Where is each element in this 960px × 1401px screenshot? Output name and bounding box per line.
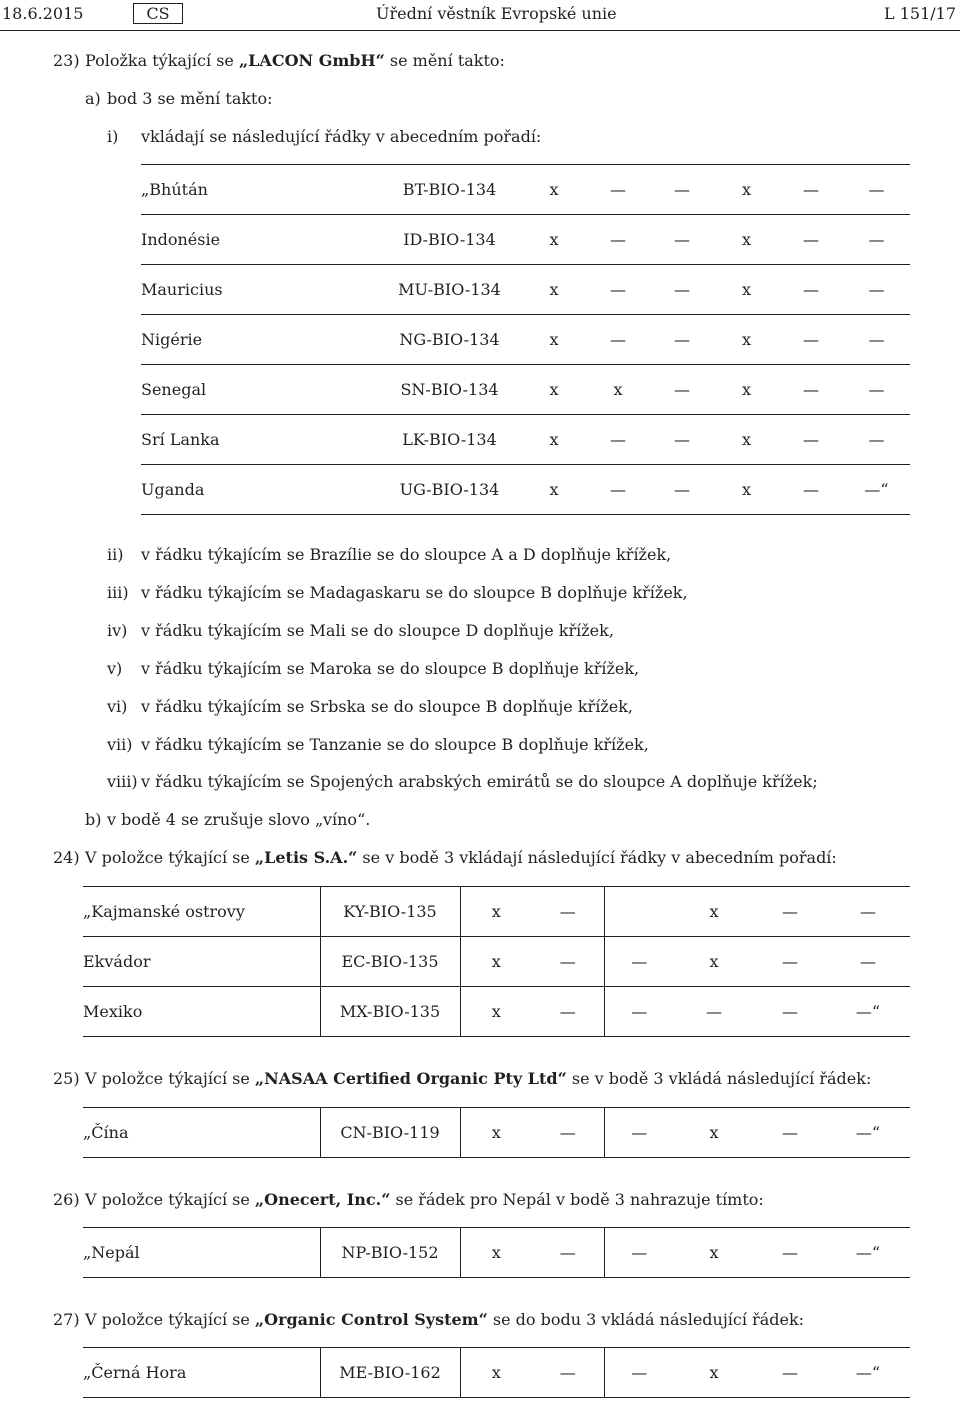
code-cell: MU-BIO-134 — [377, 265, 522, 315]
subpoint-number: i) — [107, 127, 119, 146]
mark-cell: — — [532, 887, 604, 937]
mark-cell: — — [586, 265, 650, 315]
item-heading — [85, 51, 505, 70]
mark-cell: — — [754, 887, 826, 937]
mark-cell: x — [460, 887, 532, 937]
mark-cell: x — [522, 415, 586, 465]
mark-cell: —“ — [843, 465, 910, 515]
table-body — [83, 1348, 910, 1398]
code-cell: KY-BIO-135 — [320, 887, 460, 937]
table-row — [83, 987, 910, 1037]
page-number: L 151/17 — [884, 4, 956, 23]
mark-cell: — — [532, 937, 604, 987]
mark-cell: x — [460, 1228, 532, 1278]
mark-cell: x — [522, 165, 586, 215]
mark-cell: x — [522, 265, 586, 315]
mark-cell: x — [522, 465, 586, 515]
mark-cell: — — [532, 1348, 604, 1398]
mark-cell: x — [460, 987, 532, 1037]
item-number: 26) — [53, 1190, 80, 1209]
heading-text: se mění takto: — [384, 51, 505, 70]
mark-cell: — — [650, 465, 714, 515]
mark-cell: — — [843, 315, 910, 365]
mark-cell: x — [522, 315, 586, 365]
heading-text: V položce týkající se — [85, 848, 255, 867]
journal-title: Úřední věstník Evropské unie — [376, 4, 617, 23]
point-number: a) — [85, 89, 101, 108]
entity-name: „NASAA Certified Organic Pty Ltd“ — [254, 1069, 567, 1088]
country-cell: „Kajmanské ostrovy — [83, 887, 320, 937]
subpoint-number: viii) — [107, 772, 138, 791]
subpoint-number: ii) — [107, 545, 124, 564]
table-row — [83, 937, 910, 987]
mark-cell: x — [714, 265, 779, 315]
mark-cell: x — [522, 215, 586, 265]
item-heading — [85, 848, 837, 867]
mark-cell: — — [532, 987, 604, 1037]
code-cell: CN-BIO-119 — [320, 1108, 460, 1158]
subpoint-number: v) — [107, 659, 123, 678]
subpoint-text: v řádku týkajícím se Mali se do sloupce D doplňuje křížek, — [141, 621, 614, 640]
table-row — [83, 887, 910, 937]
mark-cell: — — [779, 415, 843, 465]
code-cell: UG-BIO-134 — [377, 465, 522, 515]
heading-text: V položce týkající se — [85, 1310, 255, 1329]
mark-cell: — — [779, 465, 843, 515]
item-heading — [85, 1069, 871, 1088]
subpoint-number: iv) — [107, 621, 128, 640]
mark-cell: — — [779, 265, 843, 315]
country-cell: Uganda — [141, 465, 377, 515]
mark-cell: x — [460, 1108, 532, 1158]
subpoint-text: v řádku týkajícím se Madagaskaru se do sloupce B doplňuje křížek, — [141, 583, 688, 602]
mark-cell: — — [650, 165, 714, 215]
country-cell: Indonésie — [141, 215, 377, 265]
mark-cell: x — [460, 937, 532, 987]
country-table — [83, 886, 910, 1037]
country-cell: „Čína — [83, 1108, 320, 1158]
mark-cell: — — [532, 1228, 604, 1278]
country-cell: „Bhútán — [141, 165, 377, 215]
mark-cell: x — [522, 365, 586, 415]
subpoint-text: v řádku týkajícím se Spojených arabských emirátů se do sloupce A doplňuje křížek; — [141, 772, 818, 791]
mark-cell: —“ — [826, 1348, 910, 1398]
country-table — [141, 164, 910, 515]
table-row — [141, 215, 910, 265]
mark-cell: x — [674, 1108, 754, 1158]
mark-cell: — — [604, 1108, 674, 1158]
mark-cell: — — [754, 987, 826, 1037]
mark-cell: — — [650, 415, 714, 465]
country-cell: Nigérie — [141, 315, 377, 365]
mark-cell: — — [754, 937, 826, 987]
mark-cell: x — [714, 415, 779, 465]
subpoint-number: vi) — [107, 697, 128, 716]
table-body — [83, 887, 910, 1037]
code-cell: NP-BIO-152 — [320, 1228, 460, 1278]
country-cell: Ekvádor — [83, 937, 320, 987]
entity-name: „Onecert, Inc.“ — [254, 1190, 391, 1209]
country-cell: „Černá Hora — [83, 1348, 320, 1398]
mark-cell: — — [843, 215, 910, 265]
mark-cell: — — [650, 315, 714, 365]
mark-cell: — — [826, 937, 910, 987]
item-number: 24) — [53, 848, 80, 867]
mark-cell: — — [650, 215, 714, 265]
mark-cell: — — [843, 415, 910, 465]
header-divider — [0, 30, 960, 31]
mark-cell: x — [674, 1348, 754, 1398]
country-cell: Mauricius — [141, 265, 377, 315]
table-row — [83, 1348, 910, 1398]
point-text: bod 3 se mění takto: — [107, 89, 273, 108]
mark-cell: — — [604, 1228, 674, 1278]
mark-cell: — — [779, 215, 843, 265]
mark-cell: — — [650, 265, 714, 315]
mark-cell: x — [714, 215, 779, 265]
country-table — [83, 1107, 910, 1158]
mark-cell: —“ — [826, 987, 910, 1037]
heading-text: se do bodu 3 vkládá následující řádek: — [487, 1310, 805, 1329]
mark-cell: — — [843, 365, 910, 415]
mark-cell: — — [779, 165, 843, 215]
header-date: 18.6.2015 — [2, 4, 84, 23]
mark-cell: x — [674, 1228, 754, 1278]
point-text: v bodě 4 se zrušuje slovo „víno“. — [107, 810, 371, 829]
entity-name: „LACON GmbH“ — [238, 51, 385, 70]
mark-cell: — — [604, 1348, 674, 1398]
heading-text: V položce týkající se — [85, 1190, 255, 1209]
code-cell: ID-BIO-134 — [377, 215, 522, 265]
entity-name: „Organic Control System“ — [254, 1310, 488, 1329]
table-body — [141, 165, 910, 515]
point-number: b) — [85, 810, 102, 829]
subpoint-text: v řádku týkajícím se Maroka se do sloupce B doplňuje křížek, — [141, 659, 640, 678]
mark-cell: — — [754, 1108, 826, 1158]
mark-cell — [604, 887, 674, 937]
code-cell: MX-BIO-135 — [320, 987, 460, 1037]
table-body — [83, 1228, 910, 1278]
code-cell: LK-BIO-134 — [377, 415, 522, 465]
table-row — [141, 365, 910, 415]
mark-cell: x — [714, 465, 779, 515]
mark-cell: x — [714, 315, 779, 365]
mark-cell: — — [586, 165, 650, 215]
mark-cell: — — [754, 1228, 826, 1278]
table-row — [141, 265, 910, 315]
mark-cell: — — [674, 987, 754, 1037]
item-heading — [85, 1310, 804, 1329]
mark-cell: — — [779, 315, 843, 365]
mark-cell: —“ — [826, 1108, 910, 1158]
country-cell: „Nepál — [83, 1228, 320, 1278]
code-cell: ME-BIO-162 — [320, 1348, 460, 1398]
heading-text: V položce týkající se — [85, 1069, 255, 1088]
table-row — [83, 1228, 910, 1278]
country-cell: Mexiko — [83, 987, 320, 1037]
mark-cell: x — [674, 887, 754, 937]
mark-cell: — — [650, 365, 714, 415]
item-number: 27) — [53, 1310, 80, 1329]
mark-cell: x — [674, 937, 754, 987]
entity-name: „Letis S.A.“ — [254, 848, 358, 867]
item-number: 25) — [53, 1069, 80, 1088]
subpoint-text: vkládají se následující řádky v abecedním pořadí: — [141, 127, 542, 146]
country-table — [83, 1227, 910, 1278]
heading-text: se řádek pro Nepál v bodě 3 nahrazuje tímto: — [390, 1190, 764, 1209]
item-number: 23) — [53, 51, 80, 70]
table-row — [83, 1108, 910, 1158]
mark-cell: — — [754, 1348, 826, 1398]
heading-text: se v bodě 3 vkládají následující řádky v abecedním pořadí: — [357, 848, 837, 867]
table-row — [141, 465, 910, 515]
language-badge: CS — [133, 3, 183, 24]
mark-cell: — — [604, 987, 674, 1037]
code-cell: BT-BIO-134 — [377, 165, 522, 215]
subpoint-text: v řádku týkajícím se Srbska se do sloupce B doplňuje křížek, — [141, 697, 633, 716]
mark-cell: — — [604, 937, 674, 987]
mark-cell: x — [460, 1348, 532, 1398]
table-body — [83, 1108, 910, 1158]
mark-cell: x — [586, 365, 650, 415]
subpoint-text: v řádku týkajícím se Brazílie se do sloupce A a D doplňuje křížek, — [141, 545, 672, 564]
mark-cell: x — [714, 365, 779, 415]
mark-cell: — — [586, 465, 650, 515]
table-row — [141, 165, 910, 215]
table-row — [141, 415, 910, 465]
country-table — [83, 1347, 910, 1398]
table-row — [141, 315, 910, 365]
code-cell: EC-BIO-135 — [320, 937, 460, 987]
mark-cell: — — [826, 887, 910, 937]
subpoint-text: v řádku týkajícím se Tanzanie se do sloupce B doplňuje křížek, — [141, 735, 649, 754]
mark-cell: — — [779, 365, 843, 415]
mark-cell: — — [532, 1108, 604, 1158]
mark-cell: — — [843, 165, 910, 215]
mark-cell: —“ — [826, 1228, 910, 1278]
country-cell: Senegal — [141, 365, 377, 415]
code-cell: NG-BIO-134 — [377, 315, 522, 365]
heading-text: Položka týkající se — [85, 51, 239, 70]
heading-text: se v bodě 3 vkládá následující řádek: — [566, 1069, 872, 1088]
mark-cell: — — [586, 415, 650, 465]
mark-cell: x — [714, 165, 779, 215]
mark-cell: — — [586, 215, 650, 265]
mark-cell: — — [843, 265, 910, 315]
subpoint-number: vii) — [107, 735, 133, 754]
country-cell: Srí Lanka — [141, 415, 377, 465]
item-heading — [85, 1190, 764, 1209]
mark-cell: — — [586, 315, 650, 365]
subpoint-number: iii) — [107, 583, 129, 602]
code-cell: SN-BIO-134 — [377, 365, 522, 415]
